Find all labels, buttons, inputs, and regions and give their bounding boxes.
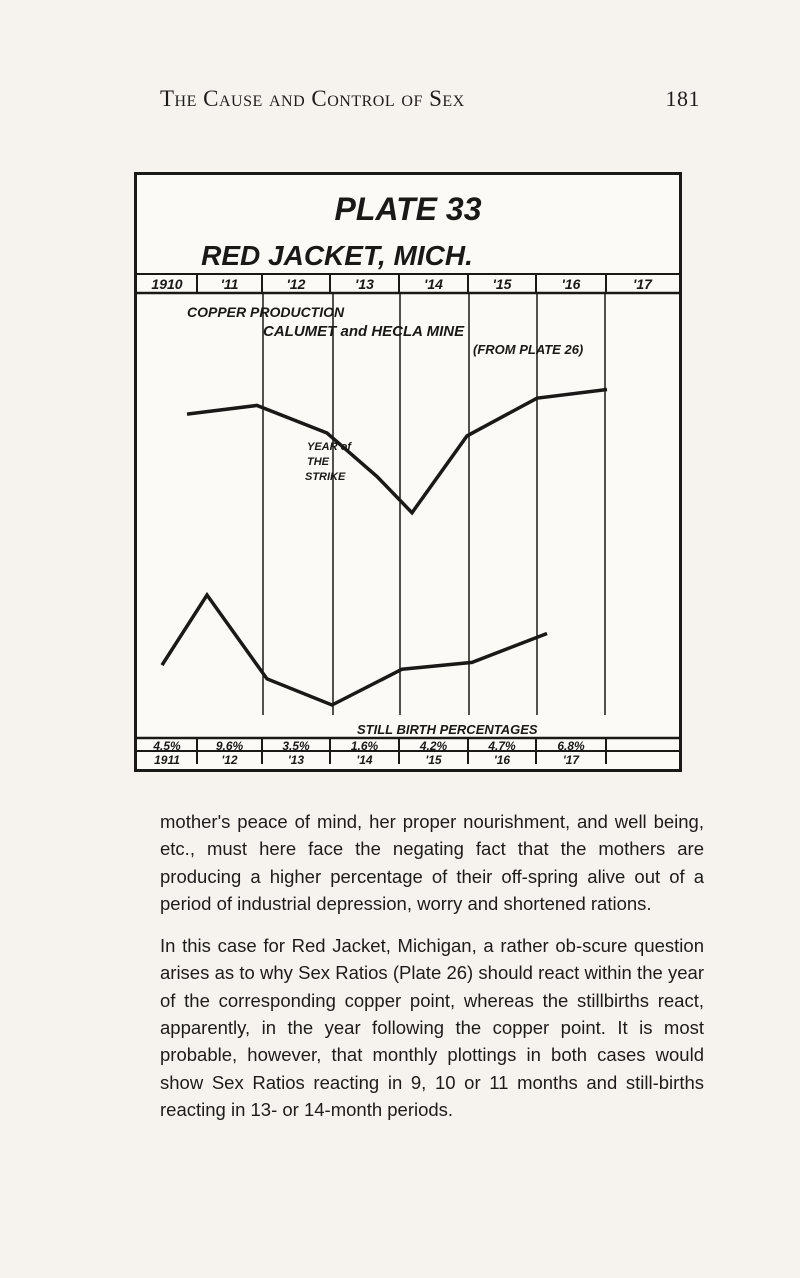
bottom-year-label: '16 bbox=[493, 753, 511, 767]
top-year-label: '11 bbox=[220, 276, 239, 292]
top-year-label: '13 bbox=[355, 276, 374, 292]
paragraph-2: In this case for Red Jacket, Michigan, a rather ob-scure question arises as to why Sex Ratios (Plate 26) should react within the year of the corresponding copper point, whereas the stillbirths react, apparently, in the year following the copper point. It is most probable, however, that monthly plottings in both cases would show Sex Ratios reacting in 9, 10 or 11 months and still-births reacting in 13- or 14-month periods. bbox=[160, 935, 704, 1120]
stillbirth-percentage-label: 3.5% bbox=[282, 739, 310, 753]
copper-label-line1: COPPER PRODUCTION bbox=[187, 304, 345, 320]
bottom-year-label: 1911 bbox=[154, 753, 180, 767]
bottom-year-label: '15 bbox=[425, 753, 442, 767]
top-year-label: '16 bbox=[561, 276, 581, 292]
stillbirth-percentage-label: 1.6% bbox=[350, 739, 379, 753]
top-year-label: 1910 bbox=[151, 276, 183, 292]
strike-note-1: YEAR of bbox=[307, 441, 351, 453]
stillbirth-percentage-label: 4.2% bbox=[419, 739, 448, 753]
stillbirth-percentage-label: 4.5% bbox=[153, 739, 181, 753]
plate-title: PLATE 33 bbox=[334, 191, 482, 227]
copper-label-line3: (FROM PLATE 26) bbox=[473, 342, 584, 357]
plate-33-figure bbox=[134, 172, 682, 772]
plate-chart-svg bbox=[137, 175, 679, 769]
strike-note-2: THE bbox=[307, 456, 329, 468]
bottom-year-label: '14 bbox=[356, 753, 373, 767]
plate-subtitle: RED JACKET, MICH. bbox=[201, 240, 473, 271]
top-year-label: '17 bbox=[633, 276, 652, 292]
top-year-label: '14 bbox=[424, 276, 443, 292]
running-head-title: The Cause and Control of Sex bbox=[160, 86, 465, 111]
strike-note-3: STRIKE bbox=[305, 471, 346, 483]
top-year-dividers bbox=[197, 274, 606, 293]
bottom-year-label: '12 bbox=[221, 753, 238, 767]
copper-production-line bbox=[187, 390, 607, 513]
top-year-label: '15 bbox=[492, 276, 512, 292]
stillbirth-percentage-label: 6.8% bbox=[557, 739, 585, 753]
bottom-year-labels bbox=[154, 753, 580, 767]
stillbirth-percentage-label: 9.6% bbox=[215, 739, 244, 753]
bottom-year-label: '13 bbox=[287, 753, 305, 767]
top-year-label: '12 bbox=[286, 276, 306, 292]
stillbirth-label: STILL BIRTH PERCENTAGES bbox=[357, 722, 538, 737]
stillbirth-percentage-line bbox=[162, 595, 547, 705]
paragraph-1: mother's peace of mind, her proper nourishment, and well being, etc., must here face the negating fact that the mothers are producing a higher percentage of their off-spring alive out of a period of industrial depression, worry and shortened rations. bbox=[160, 811, 704, 914]
top-year-labels bbox=[151, 276, 653, 292]
body-text bbox=[160, 808, 704, 1123]
stillbirth-percentage-label: 4.7% bbox=[488, 739, 516, 753]
page-number: 181 bbox=[665, 86, 700, 111]
bottom-year-label: '17 bbox=[562, 753, 580, 767]
copper-label-line2: CALUMET and HECLA MINE bbox=[263, 323, 465, 340]
